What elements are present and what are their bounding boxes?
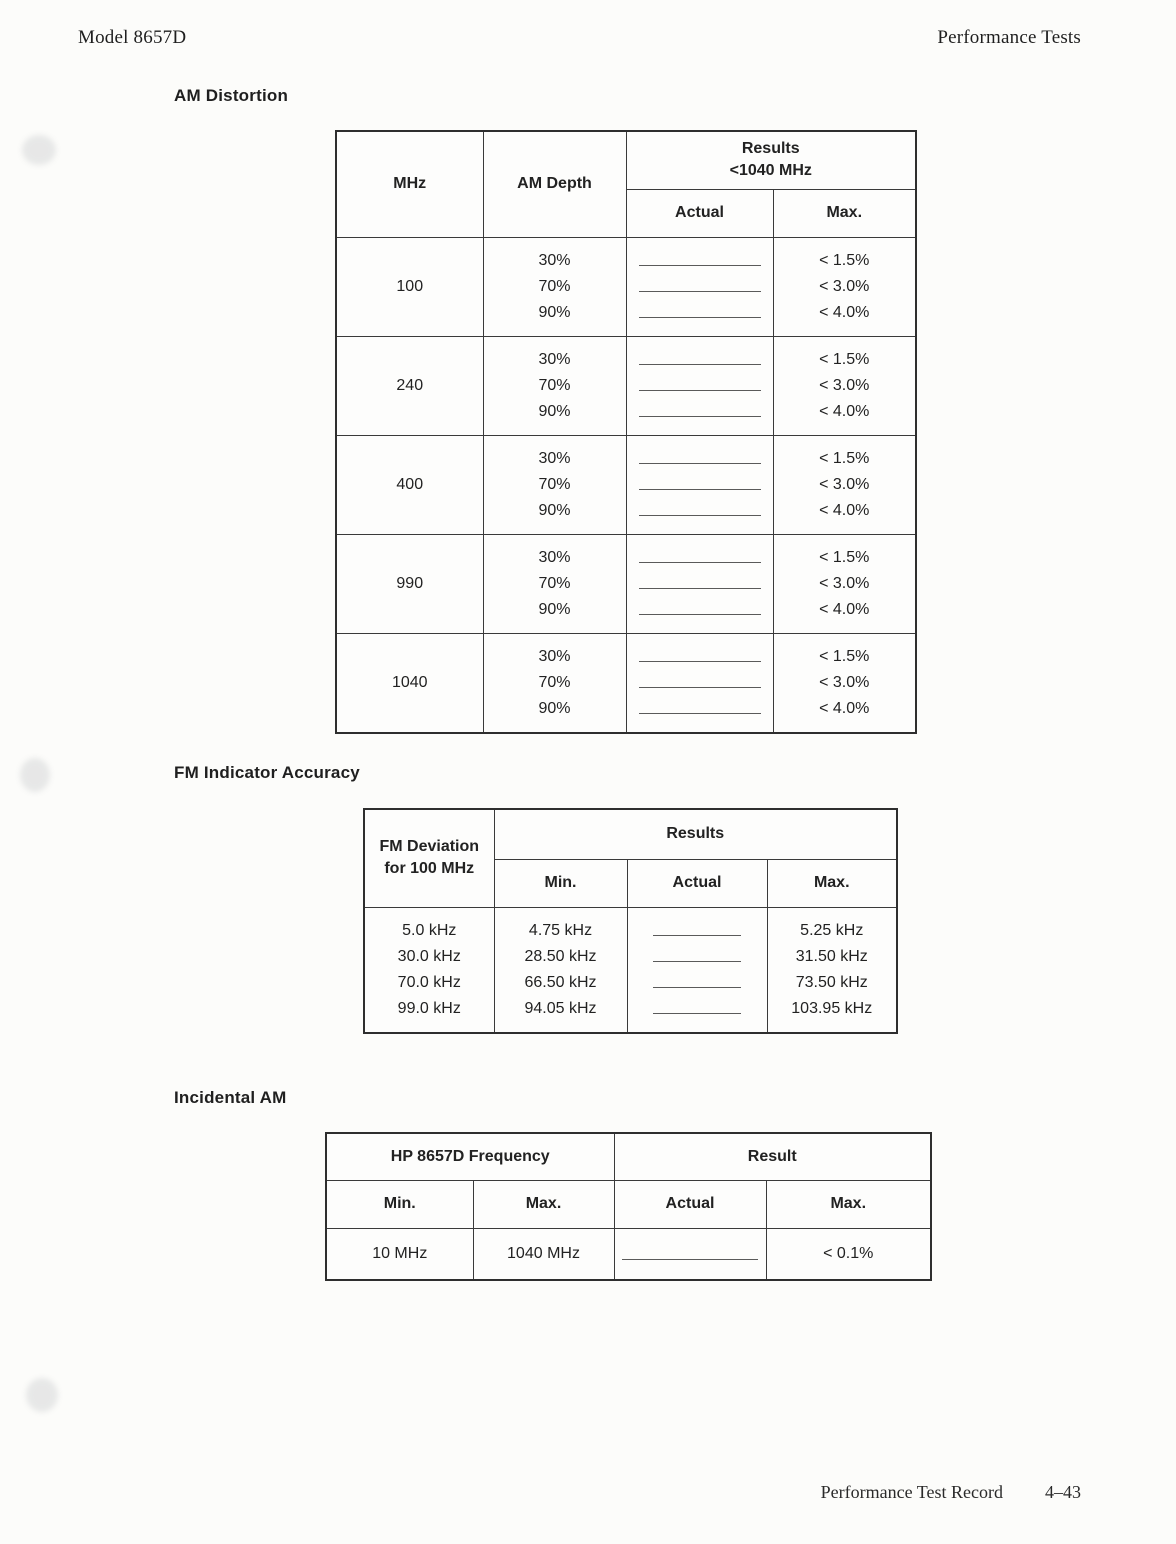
am-depth-cell: [483, 633, 626, 733]
col-header-min: Min.: [326, 1180, 473, 1228]
fm-deviation-sublabel: for 100 MHz: [384, 860, 475, 878]
table-row: [364, 907, 897, 1033]
deviation-value: 30.0 kHz: [397, 947, 461, 965]
max-value: < 4.0%: [819, 501, 870, 519]
fill-in-blank: [622, 1242, 758, 1260]
fill-in-blank: [639, 545, 761, 563]
chapter-header: Performance Tests: [937, 27, 1081, 48]
document-title: Model 8657D: [78, 27, 187, 48]
depth-value: 30%: [538, 251, 571, 269]
scan-artifact: [26, 1378, 58, 1412]
scan-artifact: [20, 758, 50, 792]
max-cell: [773, 435, 916, 534]
col-header-actual: Actual: [614, 1180, 766, 1228]
col-header-am-depth: AM Depth: [483, 131, 626, 237]
col-header-result-max: Max.: [766, 1180, 931, 1228]
max-value: < 1.5%: [819, 449, 870, 467]
max-value: < 1.5%: [819, 647, 870, 665]
max-value: < 3.0%: [819, 277, 870, 295]
col-header-min: Min.: [494, 859, 627, 907]
table-row: [326, 1228, 931, 1280]
max-value: < 4.0%: [819, 402, 870, 420]
table-row: [336, 633, 916, 733]
max-cell: [773, 534, 916, 633]
mhz-value: 400: [336, 435, 483, 534]
fm-indicator-table: [363, 808, 898, 1034]
am-depth-cell: [483, 336, 626, 435]
depth-value: 30%: [538, 647, 571, 665]
max-value: < 3.0%: [819, 574, 870, 592]
depth-value: 70%: [538, 673, 571, 691]
min-value: 28.50 kHz: [524, 947, 597, 965]
depth-value: 70%: [538, 475, 571, 493]
min-value: 94.05 kHz: [524, 999, 597, 1017]
depth-value: 70%: [538, 574, 571, 592]
max-value: 103.95 kHz: [791, 999, 873, 1017]
fill-in-blank: [653, 970, 741, 988]
depth-value: 90%: [538, 402, 571, 420]
depth-value: 30%: [538, 449, 571, 467]
am-depth-cell: [483, 435, 626, 534]
fill-in-blank: [639, 498, 761, 516]
fill-in-blank: [639, 644, 761, 662]
actual-cell: [626, 435, 773, 534]
col-header-results: Results: [494, 809, 897, 859]
min-value: 4.75 kHz: [528, 921, 593, 939]
am-depth-cell: [483, 237, 626, 336]
actual-cell: [626, 237, 773, 336]
am-distortion-table: [335, 130, 917, 734]
am-depth-cell: [483, 534, 626, 633]
max-value: < 4.0%: [819, 600, 870, 618]
depth-value: 30%: [538, 350, 571, 368]
fill-in-blank: [639, 472, 761, 490]
max-value: 31.50 kHz: [795, 947, 868, 965]
col-header-max: Max.: [767, 859, 897, 907]
actual-cell: [626, 336, 773, 435]
depth-value: 90%: [538, 501, 571, 519]
depth-value: 90%: [538, 303, 571, 321]
min-value: 10 MHz: [326, 1228, 473, 1280]
table-row: [336, 237, 916, 336]
table-row: [336, 435, 916, 534]
fill-in-blank: [639, 597, 761, 615]
col-header-result: Result: [614, 1133, 931, 1180]
mhz-value: 1040: [336, 633, 483, 733]
fill-in-blank: [653, 918, 741, 936]
max-value: < 3.0%: [819, 673, 870, 691]
results-label: Results: [741, 140, 800, 158]
min-cell: [494, 907, 627, 1033]
actual-cell: [626, 633, 773, 733]
fill-in-blank: [639, 347, 761, 365]
depth-value: 90%: [538, 600, 571, 618]
actual-cell: [627, 907, 767, 1033]
max-value: < 4.0%: [819, 303, 870, 321]
max-cell: [773, 633, 916, 733]
max-value: < 1.5%: [819, 350, 870, 368]
mhz-value: 100: [336, 237, 483, 336]
col-header-frequency: HP 8657D Frequency: [326, 1133, 614, 1180]
depth-value: 30%: [538, 548, 571, 566]
fill-in-blank: [639, 274, 761, 292]
fill-in-blank: [639, 373, 761, 391]
mhz-value: 990: [336, 534, 483, 633]
deviation-value: 5.0 kHz: [402, 921, 457, 939]
col-header-max: Max.: [473, 1180, 614, 1228]
col-header-max: Max.: [773, 189, 916, 237]
fill-in-blank: [639, 696, 761, 714]
fill-in-blank: [639, 248, 761, 266]
max-value: < 3.0%: [819, 475, 870, 493]
actual-cell: [614, 1228, 766, 1280]
fill-in-blank: [639, 446, 761, 464]
max-value: 5.25 kHz: [800, 921, 864, 939]
scan-artifact: [22, 135, 56, 165]
max-cell: [767, 907, 897, 1033]
incidental-am-heading: Incidental AM: [174, 1088, 287, 1107]
col-header-actual: Actual: [626, 189, 773, 237]
min-value: 66.50 kHz: [524, 973, 597, 991]
col-header-fm-deviation: [364, 809, 494, 907]
depth-value: 70%: [538, 277, 571, 295]
max-value: < 1.5%: [819, 548, 870, 566]
am-distortion-heading: AM Distortion: [174, 86, 289, 105]
footer-label: Performance Test Record: [820, 1482, 1003, 1502]
col-header-results: [626, 131, 916, 189]
table-row: [336, 336, 916, 435]
col-header-mhz: MHz: [336, 131, 483, 237]
actual-cell: [626, 534, 773, 633]
max-value: < 3.0%: [819, 376, 870, 394]
col-header-actual: Actual: [627, 859, 767, 907]
deviation-value: 70.0 kHz: [397, 973, 461, 991]
incidental-am-table: [325, 1132, 932, 1281]
result-max-value: < 0.1%: [766, 1228, 931, 1280]
max-value: < 1.5%: [819, 251, 870, 269]
footer: [821, 1482, 1081, 1503]
fill-in-blank: [639, 571, 761, 589]
fill-in-blank: [653, 996, 741, 1014]
fill-in-blank: [639, 670, 761, 688]
max-value: < 4.0%: [819, 699, 870, 717]
fill-in-blank: [639, 399, 761, 417]
max-cell: [773, 336, 916, 435]
mhz-value: 240: [336, 336, 483, 435]
fm-indicator-heading: FM Indicator Accuracy: [174, 763, 360, 782]
deviation-value: 99.0 kHz: [397, 999, 461, 1017]
fill-in-blank: [653, 944, 741, 962]
max-cell: [773, 237, 916, 336]
table-row: [336, 534, 916, 633]
page-number: 4–43: [1045, 1482, 1081, 1502]
max-value: 1040 MHz: [473, 1228, 614, 1280]
fill-in-blank: [639, 300, 761, 318]
depth-value: 70%: [538, 376, 571, 394]
max-value: 73.50 kHz: [795, 973, 868, 991]
deviation-cell: [364, 907, 494, 1033]
results-range-label: <1040 MHz: [729, 162, 812, 180]
fm-deviation-label: FM Deviation: [379, 838, 480, 856]
depth-value: 90%: [538, 699, 571, 717]
